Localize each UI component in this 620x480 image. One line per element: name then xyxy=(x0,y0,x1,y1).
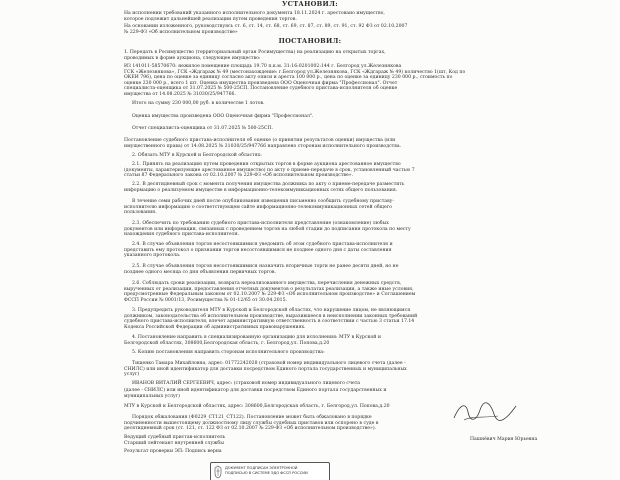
recipient2-line: ИВАНОВ ВИТАЛИЙ СЕРГЕЕВИЧ, адрес: (страховой номер индивидуального лицевого счета xyxy=(132,381,361,386)
signature-check-label: Результат проверки ЭП: Подпись верна xyxy=(124,449,222,454)
p3-line: судебного пристава-исполнителя, влечет административную ответственность в соответствии с частью 3 статьи 17.14 xyxy=(124,319,415,324)
property-line: ГСК «Железнякова», ГСК «Ждгараж № 49 (местонахождение: г.Белгород ул.Железнякова, ГСК «Ждгараж № 49) количество 1(шт, Код по xyxy=(124,69,466,75)
recipient2-line: (далее - СНИЛС) или иной идентификатор для доставки посредством Единого портала государственных и xyxy=(124,388,387,393)
property-line: ИЗ 141011-58570670: нежилое помещение площадь 19.70 п.к.м. 31:16:0201002:144 г. Белгород ул.Железнякова xyxy=(124,64,402,69)
appeal-line: Порядок обжалования (Ф0229_СТ121_СТ122). Постановление может быть обжаловано в порядке xyxy=(132,415,372,420)
coat-of-arms-icon xyxy=(213,465,223,479)
p3-line: Кодекса Российской Федерации об административных правонарушениях. xyxy=(124,324,306,330)
property-line: ОКЕИ 796), цена по оценке за единицу согласно акту описи и ареста 100 000 р., цена по оценке за единицу 230 000 р., стоимость по xyxy=(124,75,453,80)
stamp-text: ПОДПИСЬЮ В СИСТЕМЕ ЭДО ФССП РОССИИ xyxy=(225,471,308,475)
property-line: имущества от 14.08.2025 № 31030/25/947766. xyxy=(124,91,236,97)
p21-line: 2.1. Принять на реализацию путем проведения открытых торгов в форме аукциона арестованное имущество xyxy=(132,162,401,167)
recipient3-line: МТУ в Курской и Белгородской областях, адрес: 308600,Белгородская область, г. Белгород,ул. Попова,д.20 xyxy=(124,404,390,409)
officer-name: Пашнёвич Мария Юрьевна xyxy=(470,437,538,442)
officer-title-line: Ведущий судебный пристав-исполнитель xyxy=(124,435,226,440)
p1-line: 1. Передать в Росимущество (территориальный орган Росимущества) на реализацию на открытых торгах, xyxy=(124,50,386,55)
p21-line: (документы, характеризующие арестованное имущество) по акту о приеме-передаче в срок, установленный частью 7 xyxy=(124,167,415,173)
p23-line: пользования. xyxy=(124,210,157,215)
appeal-line: десятидневный срок (ст. 121, ст. 122 ФЗ от 02.10.2007 № 229-ФЗ «Об исполнительном производстве»). xyxy=(124,426,377,431)
recipient2-line: муниципальных услуг) xyxy=(124,393,180,399)
p3-line: 3. Предупредить руководителя МТУ в Курской и Белгородской областях, что нарушение лицом, не являющимся xyxy=(132,308,411,313)
property-line: специалиста-оценщика от 31.07.2025 № 500-25СП. Постановление судебного пристава-исполнителя об оценке xyxy=(124,86,398,91)
appeal-line: подчиненности вышестоящему должностному лицу службы судебных приставов или оспорено в суде в xyxy=(124,420,379,426)
p27-line: вырученных от реализации, предоставления отчетных документов о результатах реализации, а также иные условия, xyxy=(124,286,414,292)
intro-line: На основании изложенного, руководствуясь ст. 6, ст. 14, ст. 68, ст. 69, ст. 87, ст. 89, ст. 91, ст. 92 ФЗ от 02.10.2007 xyxy=(124,24,408,29)
recipient1-line: СНИЛС) или иной идентификатор для доставки посредством Единого портала государственных и муниципальных xyxy=(124,366,407,372)
p25-line: представить ему протокол о признании торгов несостоявшимися не позднее одного дня с даты составления xyxy=(124,247,392,253)
p22-line: 2.2. В десятидневный срок с момента получения имущества должника по акту о приеме-передаче разместить xyxy=(132,182,405,187)
stamp-text: ДОКУМЕНТ ПОДПИСАН ЭЛЕКТРОННОЙ xyxy=(225,466,298,470)
p3-line: должником, законодательства об исполнительном производстве, выразившееся в неисполнении законных требований xyxy=(124,313,418,319)
valuation-line: Оценка имущества произведена ООО Оценочная фирма "Профессионал". xyxy=(132,114,314,119)
intro-line: На исполнении требований указанного исполнительного документа 18.11.2024 г. арестовано имущество, xyxy=(124,11,385,16)
electronic-signature-stamp xyxy=(210,462,330,480)
resolution-line: имущественного права) от 14.08.2025 № 31030/25/947766 направлено сторонам исполнительного производства. xyxy=(124,143,402,149)
p4-line: Белгородской областях, 308600,Белгородская область, г. Белгород,ул. Попова,д.20 xyxy=(124,340,330,346)
signature-scribble xyxy=(450,398,520,426)
doc-title: ПОСТАНОВИЛ: xyxy=(278,37,342,45)
p26-line: позднее одного месяца со дня объявления первичных торгов. xyxy=(124,269,276,275)
p23-line: исполнителю информацию о соответствующем сайте информационно-телекоммуникационных сетей общего xyxy=(124,204,392,210)
p27-line: 2.6. Соблюдать сроки реализации, возврата нереализованного имущества, перечисления денежных средств, xyxy=(132,281,402,286)
total-line: Итого на сумму 230 000,00 руб. в количестве 1 лотов. xyxy=(132,101,265,106)
report-line: Отчет специалиста-оценщика от 31.07.2025 № 500-25СП. xyxy=(132,126,273,131)
intro-line: № 229-ФЗ «Об исполнительном производстве» xyxy=(124,29,238,35)
property-line: оценке 230 000 р., всего 1 шт. Оценка имущества произведена ООО Оценочная фирма "Профессионал". Отчет xyxy=(124,80,398,86)
intro-line: которое подлежит дальнейшей реализации путем проведения торгов. xyxy=(124,16,297,22)
p27-line: ФССП России № 0001/13, Росимущества № 01-12/65 от 30.04.2015. xyxy=(124,297,288,303)
p24-line: нахождения судебного пристава-исполнителя. xyxy=(124,232,240,237)
officer-title-line: Старший лейтенант внутренней службы xyxy=(124,441,224,446)
resolution-line: Постановление судебного пристава-исполнителя об оценке (о принятии результатов оценки) имущества (или xyxy=(124,138,396,143)
p25-line: 2.4. В случае объявления торгов несостоявшимися уведомить об этом судебного пристава-исполнителя и xyxy=(132,242,393,247)
p21-line: статьи 87 Федерального закона от 02.10.2007 № 229-ФЗ «Об исполнительном производстве». xyxy=(124,173,354,178)
p2-line: 2. Обязать МТУ в Курской и Белгородской областях: xyxy=(132,153,262,158)
p24-line: 2.3. Обеспечить по требованию судебного пристава-исполнителя представление (ознакомление) любых xyxy=(132,221,389,226)
p4-line: 4. Постановление направить в специализированную организацию для исполнения: МТУ в Курской и xyxy=(132,335,381,340)
recipient1-line: Тищенко Тамара Михайловна, адрес: 01772242028 (страховой номер индивидуального лицевого счета (далее - xyxy=(132,361,406,366)
p24-line: документов или информации, связанных с проведением торгов на любой стадии до подписания протокола по месту xyxy=(124,226,411,232)
header-established: УСТАНОВИЛ: xyxy=(282,0,338,8)
recipient1-line: услуг) xyxy=(124,372,140,377)
p5-line: 5. Копию постановления направить сторонам исполнительного производства: xyxy=(132,350,325,355)
p1-line: проводимых в форме аукциона, следующее имущество: xyxy=(124,55,261,61)
p27-line: предусмотренные Федеральным законом от 02.10.2007 № 229-ФЗ «Об исполнительном производстве» и Соглашением xyxy=(124,292,416,297)
p25-line: указанного протокола. xyxy=(124,253,181,258)
p22-line: информацию о реализуемом имуществе в информационно-телекоммуникационных сетях общего пользования. xyxy=(124,187,398,193)
p26-line: 2.5. В случае объявления торгов несостоявшимися назначить вторичные торги не ранее десяти дней, но не xyxy=(132,264,399,269)
p23-line: В течение семи рабочих дней после опубликования извещения письменно сообщить судебному приставу- xyxy=(132,199,394,204)
